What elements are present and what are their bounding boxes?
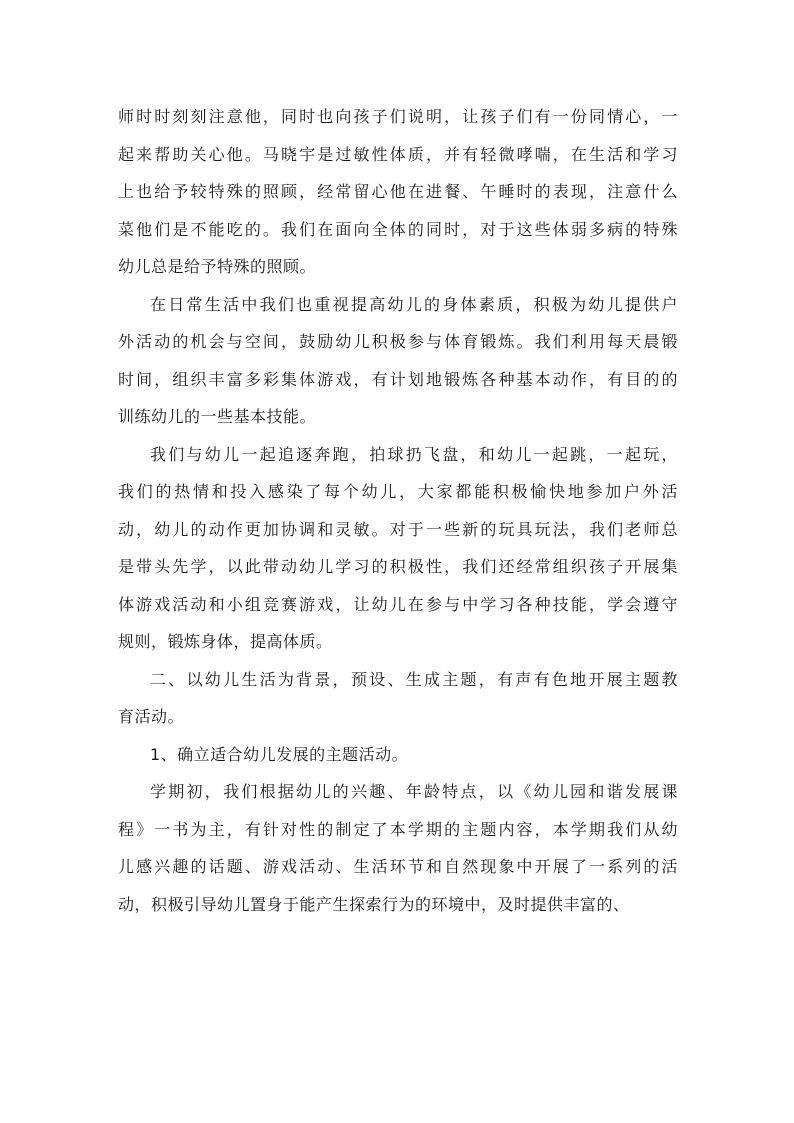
text-line: 1、确立适合幼儿发展的主题活动。 [150,744,409,764]
text-line: 训练幼儿的一些基本技能。 [118,407,317,426]
text-line: 动，幼儿的动作更加协调和灵敏。对于一些新的玩具玩法，我们老师总 [118,519,678,539]
text-line: 二、以幼儿生活为背景，预设、生成主题，有声有色地开展主题教 [150,669,678,689]
text-line: 儿感兴趣的话题、游戏活动、生活环节和自然现象中开展了一系列的活 [118,857,678,876]
text-line: 学期初，我们根据幼儿的兴趣、年龄特点，以《幼儿园和谐发展课 [150,782,678,801]
text-line: 体游戏活动和小组竞赛游戏，让幼儿在参与中学习各种技能，学会遵守 [118,594,678,614]
paragraph [118,736,678,774]
text-line: 程》一书为主，有针对性的制定了本学期的主题内容，本学期我们从幼 [118,819,678,839]
text-line: 我们与幼儿一起追逐奔跑，拍球扔飞盘，和幼儿一起跳，一起玩， [150,444,678,464]
text-line: 是带头先学，以此带动幼儿学习的积极性，我们还经常组织孩子开展集 [118,557,678,576]
text-line: 在日常生活中我们也重视提高幼儿的身体素质，积极为幼儿提供户 [150,294,678,314]
text-line: 幼儿总是给予特殊的照顾。 [118,257,317,276]
paragraph [118,286,678,436]
text-line: 外活动的机会与空间，鼓励幼儿积极参与体育锻炼。我们利用每天晨锻 [118,332,678,351]
text-line: 师时时刻刻注意他，同时也向孩子们说明，让孩子们有一份同情心，一 [118,107,678,126]
text-line: 规则，锻炼身体，提高体质。 [118,632,333,651]
text-line: 育活动。 [118,707,185,726]
text-line: 上也给予较特殊的照顾，经常留心他在进餐、午睡时的表现，注意什么 [118,182,678,201]
document-body [118,98,678,923]
paragraph [118,773,678,923]
text-line: 动，积极引导幼儿置身于能产生探索行为的环境中，及时提供丰富的、 [118,894,630,914]
paragraph [118,436,678,661]
text-line: 时间，组织丰富多彩集体游戏，有计划地锻炼各种基本动作，有目的的 [118,369,678,389]
text-line: 菜他们是不能吃的。我们在面向全体的同时，对于这些体弱多病的特殊 [118,219,678,239]
text-line: 起来帮助关心他。马晓宇是过敏性体质，并有轻微哮喘，在生活和学习 [118,144,678,164]
paragraph [118,98,678,286]
paragraph [118,661,678,736]
text-line: 我们的热情和投入感染了每个幼儿，大家都能积极愉快地参加户外活 [118,482,678,501]
